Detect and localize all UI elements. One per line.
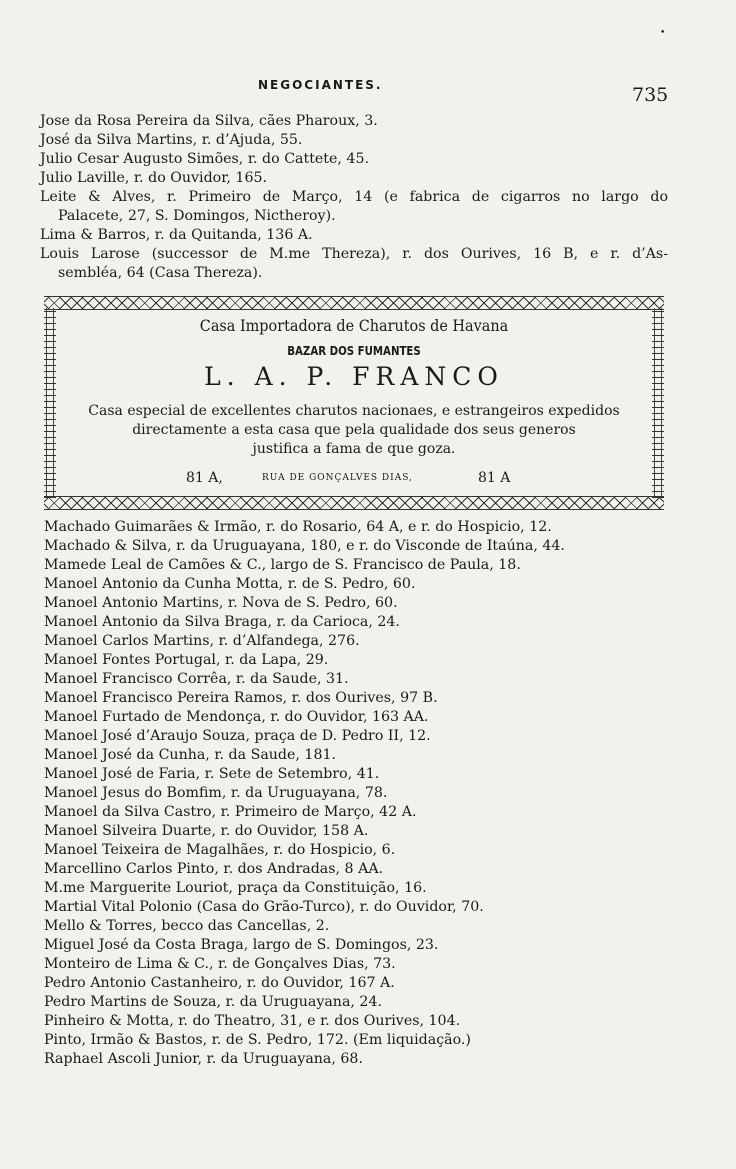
ornamental-border-top (44, 296, 664, 310)
list-item: Marcellino Carlos Pinto, r. dos Andradas, 8 AA. (44, 861, 384, 877)
ornamental-border-left (44, 308, 56, 498)
list-item: Miguel José da Costa Braga, largo de S. Domingos, 23. (44, 937, 439, 953)
advert-number-left: 81 A, (186, 470, 223, 486)
ornamental-border-bottom (44, 496, 664, 510)
list-item: Mello & Torres, becco das Cancellas, 2. (44, 918, 330, 934)
list-item: Manoel Silveira Duarte, r. do Ouvidor, 158 A. (44, 823, 369, 839)
list-item: Manoel Jesus do Bomfim, r. da Uruguayana, 78. (44, 785, 388, 801)
list-item-continuation: sembléa, 64 (Casa Thereza). (58, 265, 263, 281)
advert-street: RUA DE GONÇALVES DIAS, (262, 473, 413, 483)
advert-description (58, 402, 650, 459)
list-item: Leite & Alves, r. Primeiro de Março, 14 (e fabrica de cigarros no largo do (40, 189, 668, 205)
list-item: Jose da Rosa Pereira da Silva, cães Pharoux, 3. (40, 113, 378, 129)
list-item: Manoel Carlos Martins, r. d’Alfandega, 276. (44, 633, 360, 649)
list-item: Manoel Francisco Corrêa, r. da Saude, 31. (44, 671, 349, 687)
list-item: Pedro Martins de Souza, r. da Uruguayana, 24. (44, 994, 382, 1010)
list-item: Machado & Silva, r. da Uruguayana, 180, e r. do Visconde de Itaúna, 44. (44, 538, 565, 554)
list-item: Machado Guimarães & Irmão, r. do Rosario, 64 A, e r. do Hospicio, 12. (44, 519, 552, 535)
list-item: Manoel Antonio da Silva Braga, r. da Carioca, 24. (44, 614, 400, 630)
advertisement-box (44, 296, 664, 510)
list-item: Manoel Antonio da Cunha Motta, r. de S. Pedro, 60. (44, 576, 416, 592)
corner-mark: • (660, 28, 666, 38)
list-item: Pedro Antonio Castanheiro, r. do Ouvidor, 167 A. (44, 975, 395, 991)
page-number: 735 (632, 84, 669, 106)
list-item: Manoel Teixeira de Magalhães, r. do Hospicio, 6. (44, 842, 396, 858)
advert-company-name: L. A. P. FRANCO (204, 362, 504, 391)
list-item: Martial Vital Polonio (Casa do Grão-Turco), r. do Ouvidor, 70. (44, 899, 484, 915)
ornamental-border-right (652, 308, 664, 498)
list-item: Raphael Ascoli Junior, r. da Uruguayana, 68. (44, 1051, 363, 1067)
list-item-continuation: Palacete, 27, S. Domingos, Nictheroy). (58, 208, 336, 224)
list-item: Julio Cesar Augusto Simões, r. do Cattete, 45. (40, 151, 369, 167)
list-item: Monteiro de Lima & C., r. de Gonçalves Dias, 73. (44, 956, 396, 972)
list-item: Louis Larose (successor de M.me Thereza), r. dos Ourives, 16 B, e r. d’As- (40, 246, 668, 262)
list-item: Manoel José de Faria, r. Sete de Setembro, 41. (44, 766, 380, 782)
advert-subheading: BAZAR DOS FUMANTES (287, 344, 421, 358)
advert-description-line: directamente a esta casa que pela qualidade dos seus generos (132, 422, 576, 438)
list-item: Mamede Leal de Camões & C., largo de S. Francisco de Paula, 18. (44, 557, 521, 573)
advert-heading: Casa Importadora de Charutos de Havana (199, 316, 509, 335)
list-item: Pinto, Irmão & Bastos, r. de S. Pedro, 172. (Em liquidação.) (44, 1032, 471, 1048)
list-item: José da Silva Martins, r. d’Ajuda, 55. (40, 132, 303, 148)
advert-description-line: justifica a fama de que goza. (252, 441, 456, 457)
list-item: Manoel Francisco Pereira Ramos, r. dos Ourives, 97 B. (44, 690, 438, 706)
list-item: Manoel Fontes Portugal, r. da Lapa, 29. (44, 652, 329, 668)
page-title: NEGOCIANTES. (258, 78, 383, 92)
list-item: Manoel José da Cunha, r. da Saude, 181. (44, 747, 337, 763)
list-item: Manoel José d’Araujo Souza, praça de D. Pedro II, 12. (44, 728, 431, 744)
advertisement-content (58, 310, 650, 496)
advert-number-right: 81 A (478, 470, 511, 486)
list-item: Manoel Furtado de Mendonça, r. do Ouvidor, 163 AA. (44, 709, 429, 725)
list-item: M.me Marguerite Louriot, praça da Constituição, 16. (44, 880, 427, 896)
page-header (0, 78, 736, 106)
list-item: Julio Laville, r. do Ouvidor, 165. (40, 170, 268, 186)
list-item: Manoel da Silva Castro, r. Primeiro de Março, 42 A. (44, 804, 417, 820)
list-item: Pinheiro & Motta, r. do Theatro, 31, e r. dos Ourives, 104. (44, 1013, 461, 1029)
list-item: Lima & Barros, r. da Quitanda, 136 A. (40, 227, 313, 243)
advert-description-line: Casa especial de excellentes charutos nacionaes, e estrangeiros expedidos (88, 403, 620, 419)
list-item: Manoel Antonio Martins, r. Nova de S. Pedro, 60. (44, 595, 398, 611)
